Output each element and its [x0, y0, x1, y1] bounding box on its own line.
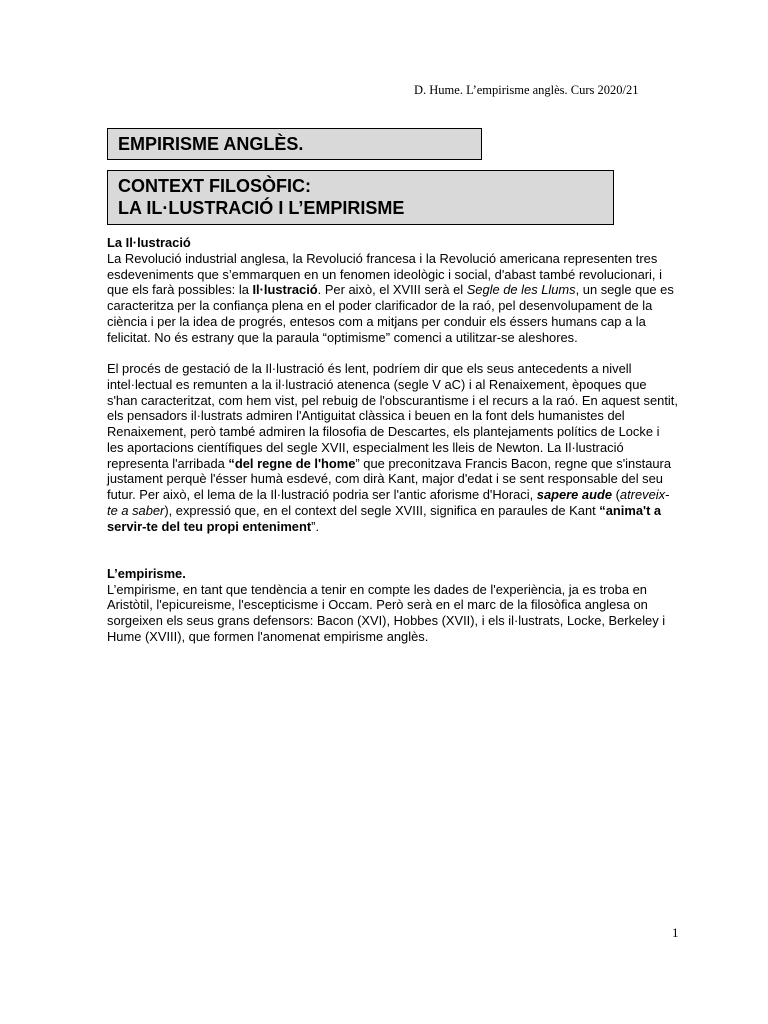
text-run: , un segle que es caracteritza per la confiança plena en el poder clarificador de la raó, pel desenvolupament de la ciència i per la idea de progrés, entesos com a mitjans per conduir els éssers humans cap a la felicitat. No és estrany que la paraula “optimisme” comenci a utilitzar-se aleshores. — [107, 282, 674, 345]
document-body — [107, 235, 679, 645]
paragraph-empirisme-1: L’empirisme, en tant que tendència a tenir en compte les dades de l'experiència, ja es troba en Aristòtil, l'epicureisme, l'escepticisme i Occam. Però serà en el marc de la filosòfica anglesa on sorgeixen els seus grans defensors: Bacon (XVI), Hobbes (XVII), i els il·lustrats, Locke, Berkeley i Hume (XVIII), que formen l'anomenat empirisme anglès. — [107, 581, 666, 644]
italic-term-segle-llums: Segle de les Llums — [466, 282, 576, 298]
running-header: D. Hume. L’empirisme anglès. Curs 2020/21 — [414, 83, 639, 97]
paragraph-illustracio-1 — [107, 251, 679, 346]
bold-italic-sapere-aude: sapere aude — [536, 487, 613, 502]
bold-term-illustracio: Il·lustració — [252, 282, 318, 298]
subtitle-line-2: LA IL·LUSTRACIÓ I L’EMPIRISME — [118, 198, 405, 218]
main-title-box — [107, 128, 482, 160]
section-heading-illustracio: La Il·lustració — [107, 235, 191, 250]
text-run: ” que preconitzava Francis Bacon, regne que s'instaura justament perquè l'ésser humà esdevé, com dirà Kant, major d'edat i se sent responsable del seu futur. Per això, el lema de la Il·lustració podria ser l'antic aforisme d'Horaci, — [107, 455, 672, 502]
text-run: ), expressió que, en el context del segle XVIII, significa en paraules de Kant — [164, 502, 600, 518]
main-title: EMPIRISME ANGLÈS. — [118, 134, 304, 154]
paragraph-illustracio-2 — [107, 361, 679, 534]
subtitle-box — [107, 170, 614, 225]
italic-translation: atreveix-te a saber — [107, 487, 670, 518]
text-run: ”. — [311, 518, 320, 534]
section-heading-empirisme: L’empirisme. — [107, 565, 186, 581]
text-run: El procés de gestació de la Il·lustració és lent, podríem dir que els seus antecedents a nivell intel·lectual es remunten a la il·lustració atenenca (segle V aC) i al Renaixement, èpoques que s'han caracteritzat, com hem vist, pel rebuig de l'obscurantisme i el recurs a la raó. En aquest sentit, els pensadors il·lustrats admiren l'Antiguitat clàssica i beuen en la font dels humanistes del Renaixement, però també admiren la filosofia de Descartes, els plantejaments polítics de Locke i les aportacions científiques del segle XVII, especialment les lleis de Newton. La Il·lustració representa l'arribada — [107, 361, 678, 471]
subtitle-line-1: CONTEXT FILOSÒFIC: — [118, 176, 311, 196]
bold-quote-kant: “anima't a servir-te del teu propi enteniment — [107, 502, 662, 534]
text-run: La Revolució industrial anglesa, la Revolució francesa i la Revolució americana representen tres esdeveniments que s’emmarquen en un fenomen ideològic i social, d'abast també revolucionari, i que els farà possibles: la — [107, 250, 662, 298]
text-run: . Per això, el XVIII serà el — [317, 282, 467, 298]
text-run: ( — [612, 487, 620, 502]
bold-quote-regne-home: “del regne de l'home — [228, 455, 356, 471]
page-number: 1 — [672, 925, 679, 940]
